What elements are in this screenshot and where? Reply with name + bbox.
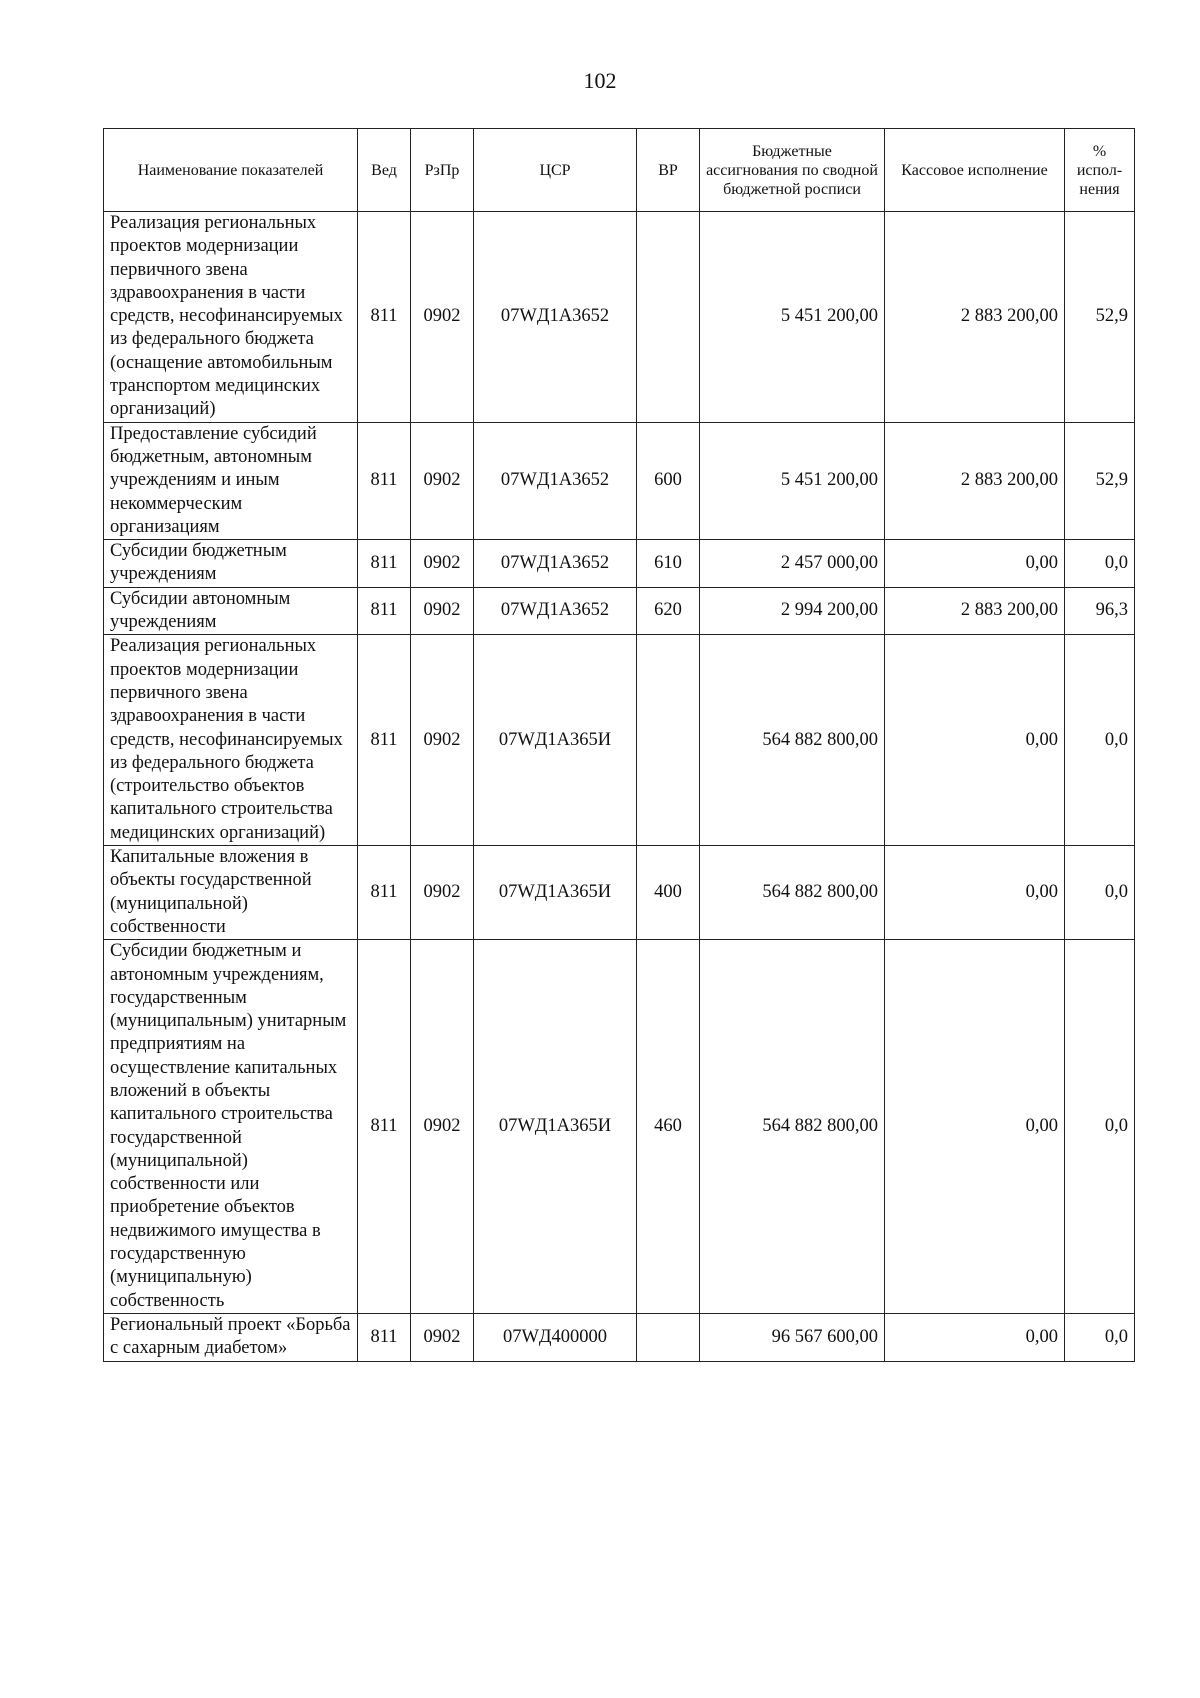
row-name: Реализация региональных проектов модернизации первичного звена здравоохранения в части средств, несофинансируемых из федерального бюджета (строительство объектов капитального строительства медицинских организаций) (104, 635, 358, 846)
row-name: Субсидии бюджетным учреждениям (104, 540, 358, 588)
row-vr: 620 (637, 587, 700, 635)
row-csr: 07WД1A3652 (474, 540, 637, 588)
row-vr: 400 (637, 846, 700, 940)
row-budget: 2 457 000,00 (700, 540, 885, 588)
row-cash: 0,00 (885, 1313, 1065, 1361)
row-csr: 07WД400000 (474, 1313, 637, 1361)
row-cash: 0,00 (885, 635, 1065, 846)
row-name: Реализация региональных проектов модернизации первичного звена здравоохранения в части средств, несофинансируемых из федерального бюджета (оснащение автомобильным транспортом медицинских организаций) (104, 212, 358, 423)
row-name: Предоставление субсидий бюджетным, автономным учреждениям и иным некоммерческим организациям (104, 422, 358, 539)
row-ved: 811 (358, 212, 411, 423)
row-vr (637, 1313, 700, 1361)
row-cash: 2 883 200,00 (885, 212, 1065, 423)
row-cash: 2 883 200,00 (885, 422, 1065, 539)
table-row (104, 587, 1135, 635)
header-pct: % испол-нения (1065, 129, 1135, 212)
row-csr: 07WД1A3652 (474, 587, 637, 635)
row-pct: 0,0 (1065, 540, 1135, 588)
row-ved: 811 (358, 422, 411, 539)
row-ved: 811 (358, 940, 411, 1314)
row-csr: 07WД1A365И (474, 635, 637, 846)
row-pct: 52,9 (1065, 212, 1135, 423)
header-vr: ВР (637, 129, 700, 212)
row-pct: 52,9 (1065, 422, 1135, 539)
table-row (104, 940, 1135, 1314)
row-name: Субсидии автономным учреждениям (104, 587, 358, 635)
row-rzpr: 0902 (411, 846, 474, 940)
row-cash: 0,00 (885, 846, 1065, 940)
row-pct: 0,0 (1065, 846, 1135, 940)
table-row (104, 212, 1135, 423)
header-name: Наименование показателей (104, 129, 358, 212)
row-budget: 5 451 200,00 (700, 422, 885, 539)
row-pct: 0,0 (1065, 1313, 1135, 1361)
row-csr: 07WД1A3652 (474, 212, 637, 423)
table-header-row (104, 129, 1135, 212)
row-rzpr: 0902 (411, 422, 474, 539)
row-rzpr: 0902 (411, 587, 474, 635)
row-rzpr: 0902 (411, 212, 474, 423)
table-row (104, 1313, 1135, 1361)
row-budget: 96 567 600,00 (700, 1313, 885, 1361)
budget-table (103, 128, 1135, 1362)
row-ved: 811 (358, 635, 411, 846)
row-budget: 564 882 800,00 (700, 846, 885, 940)
table-row (104, 422, 1135, 539)
row-name: Региональный проект «Борьба с сахарным диабетом» (104, 1313, 358, 1361)
header-rzpr: РзПр (411, 129, 474, 212)
row-pct: 0,0 (1065, 635, 1135, 846)
row-ved: 811 (358, 540, 411, 588)
header-budget: Бюджетные ассигнования по сводной бюджетной росписи (700, 129, 885, 212)
row-budget: 2 994 200,00 (700, 587, 885, 635)
row-rzpr: 0902 (411, 1313, 474, 1361)
header-csr: ЦСР (474, 129, 637, 212)
row-pct: 96,3 (1065, 587, 1135, 635)
row-budget: 564 882 800,00 (700, 635, 885, 846)
row-csr: 07WД1A3652 (474, 422, 637, 539)
table-row (104, 635, 1135, 846)
row-vr (637, 635, 700, 846)
row-rzpr: 0902 (411, 940, 474, 1314)
row-ved: 811 (358, 846, 411, 940)
row-rzpr: 0902 (411, 540, 474, 588)
row-cash: 0,00 (885, 540, 1065, 588)
row-ved: 811 (358, 1313, 411, 1361)
header-cash: Кассовое исполнение (885, 129, 1065, 212)
page-number: 102 (583, 68, 617, 93)
row-rzpr: 0902 (411, 635, 474, 846)
row-vr: 610 (637, 540, 700, 588)
row-name: Субсидии бюджетным и автономным учреждениям, государственным (муниципальным) унитарным предприятиям на осуществление капитальных вложений в объекты капитального строительства государственной (муниципальной) собственности или приобретение объектов недвижимого имущества в государственную (муниципальную) собственность (104, 940, 358, 1314)
table-row (104, 846, 1135, 940)
header-ved: Вед (358, 129, 411, 212)
row-vr: 460 (637, 940, 700, 1314)
row-vr (637, 212, 700, 423)
table-row (104, 540, 1135, 588)
row-csr: 07WД1A365И (474, 846, 637, 940)
row-budget: 5 451 200,00 (700, 212, 885, 423)
row-name: Капитальные вложения в объекты государственной (муниципальной) собственности (104, 846, 358, 940)
row-pct: 0,0 (1065, 940, 1135, 1314)
row-csr: 07WД1A365И (474, 940, 637, 1314)
row-cash: 2 883 200,00 (885, 587, 1065, 635)
row-vr: 600 (637, 422, 700, 539)
row-ved: 811 (358, 587, 411, 635)
row-cash: 0,00 (885, 940, 1065, 1314)
row-budget: 564 882 800,00 (700, 940, 885, 1314)
